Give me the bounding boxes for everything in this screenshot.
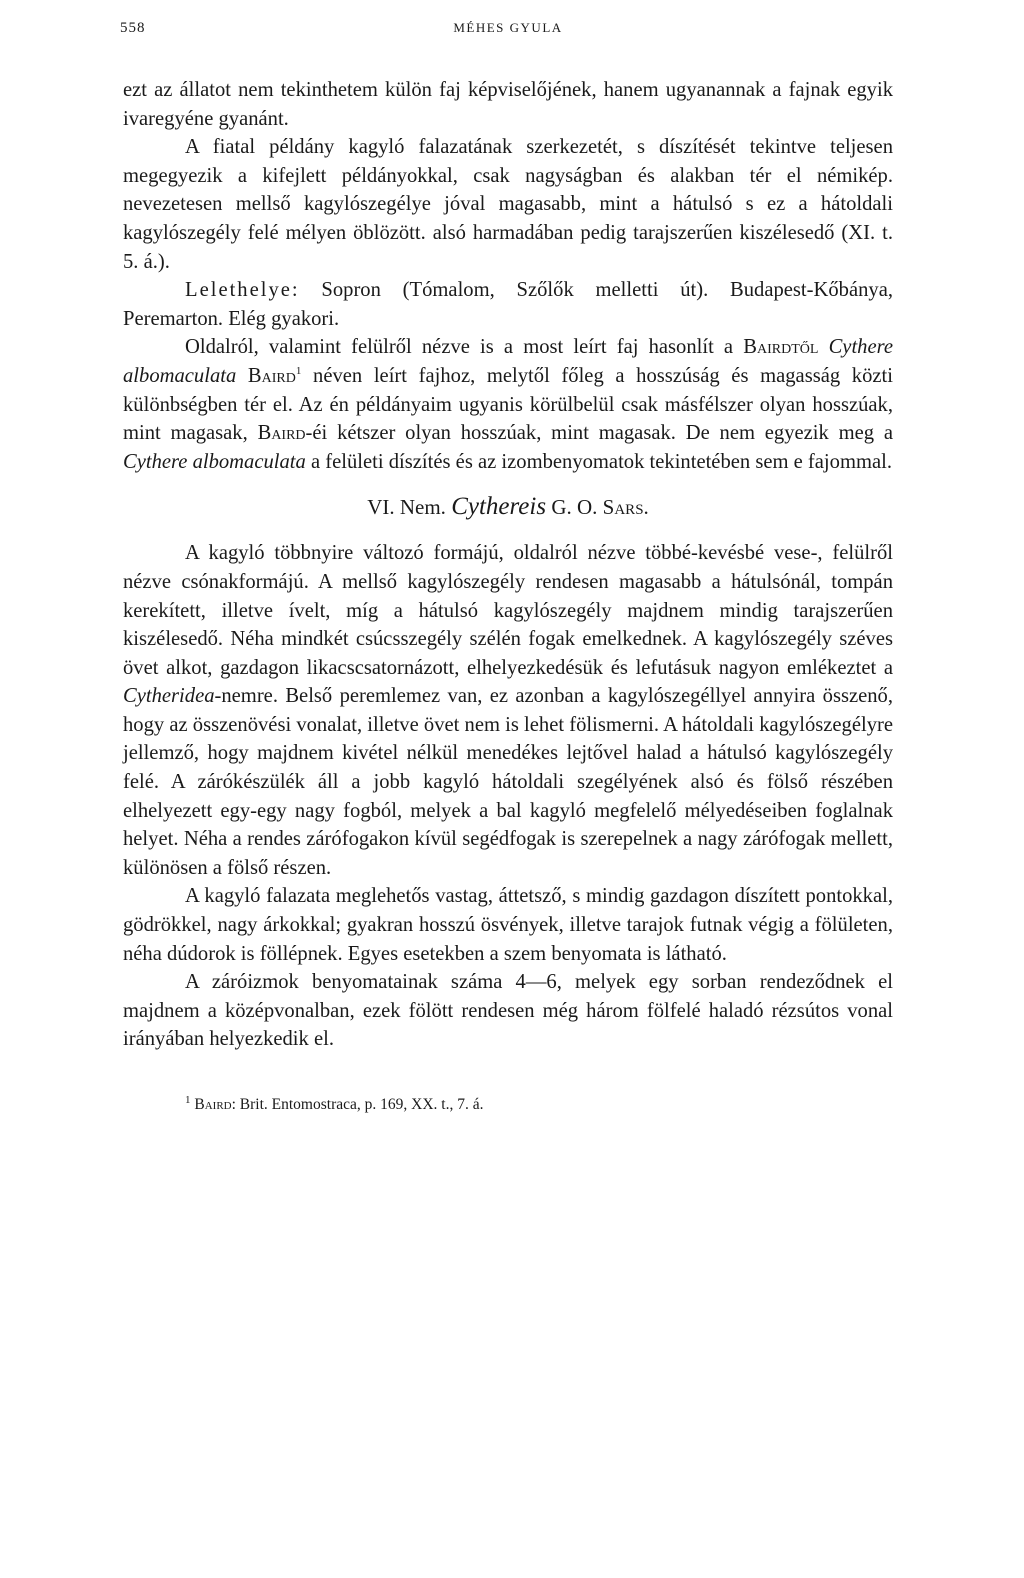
author-initials: G. O. bbox=[551, 495, 598, 520]
paragraph-shell-wall: A kagyló falazata meglehetős vastag, áttetsző, s mindig gazdagon díszített pontokkal, gödrökkel, nagy árkokkal; gyakran hosszú ösvények, illetve tarajok futnak végig a fölületen, néha dúdorok is föllépnek. Egyes esetekben a szem benyomata is látható. bbox=[123, 885, 893, 965]
body-text bbox=[123, 76, 893, 1054]
comparison-text-b: néven leírt fajhoz, melytől főleg a hosszúság és magasság közti különbségben tér el. Az én példányaim ugyanis körülbelül csak másfélszer olyan hosszúak, mint magasak, bbox=[123, 364, 893, 445]
paragraph-continuation: ezt az állatot nem tekinthetem külön faj képviselőjének, hanem ugyanannak a fajnak egyik ivaregyéne gyanánt. bbox=[123, 79, 893, 130]
running-head bbox=[120, 20, 893, 44]
footnote-reference: 1 bbox=[295, 365, 302, 378]
locality-text: Sopron (Tómalom, Szőlők melletti út). Budapest-Kőbánya, Peremarton. Elég gyakori. bbox=[123, 279, 893, 330]
species-name: Cythere albomaculata bbox=[123, 336, 893, 387]
section-prefix: VI. Nem. bbox=[367, 495, 446, 520]
genus-reference: Cytheridea bbox=[123, 685, 215, 708]
author-name: Sars. bbox=[602, 495, 649, 520]
footnote-author: Baird bbox=[194, 1096, 232, 1113]
paragraph-young-specimen: A fiatal példány kagyló falazatának szerkezetét, s díszítését tekintve teljesen megegyezik a kifejlett példányokkal, csak nagyságban és alakban tér el némikép. nevezetesen mellső kagylószegélye jóval magasabb, mint a hátulsó s ez a hátoldali kagylószegély felé mélyen öblözött. alsó harmadában pedig tarajszerűen kiszélesedő (XI. t. 5. á.). bbox=[123, 136, 893, 273]
shell-form-text-b: -nemre. Belső peremlemez van, ez azonban a kagylószegéllyel annyira összenő, hogy az összenövési vonalat, illetve övet nem is lehet fölismerni. A hátoldali kagylószegélyre jellemző, hogy majdnem kivétel nélkül menedékes lejtővel halad a hátulsó kagylószegély felé. A zárókészülék áll a jobb kagyló hátoldali szegélyének alsó és fölső részében elhelyezett egy-egy nagy fogból, melyek a bal kagyló megfelelő mélyedéseiben foglalnak helyet. Néha a rendes zárófogakon kívül segédfogak is szerepelnek a nagy zárófogak mellett, különösen a fölső részen. bbox=[123, 685, 893, 879]
comparison-text-a: Oldalról, valamint felülről nézve is a most leírt faj hasonlít a bbox=[185, 336, 734, 359]
paragraph-locality bbox=[123, 276, 893, 333]
comparison-text-c: -éi kétszer olyan hosszúak, mint magasak. De nem egyezik meg a bbox=[305, 422, 894, 445]
section-heading bbox=[123, 492, 893, 522]
author-reference: Bairdtől bbox=[743, 336, 819, 359]
paragraph-shell-form bbox=[123, 539, 893, 882]
shell-form-text-a: A kagyló többnyire változó formájú, oldalról nézve többé-kevésbé vese-, felülről nézve csónakformájú. A mellső kagylószegély rendesen magasabb a hátulsónál, tompán kerekített, illetve ívelt, míg a hátulsó kagylószegély majdnem mindig tarajszerűen kiszélesedő. Néha mindkét csúcsszegély szélén fogak emelkednek. A kagylószegély széves övet alkot, gazdagon likacscsatornázott, elhelyezkedésük és lefutásuk nagyon emlékeztet a bbox=[123, 542, 893, 679]
running-title: MÉHES GYULA bbox=[453, 20, 563, 35]
footnote bbox=[185, 1094, 893, 1116]
footnote-marker: 1 bbox=[185, 1093, 191, 1106]
comparison-text-d: a felületi díszítés és az izombenyomatok tekintetében sem e fajommal. bbox=[311, 450, 892, 473]
page-number: 558 bbox=[120, 20, 146, 36]
locality-label: Lelethelye: bbox=[185, 279, 300, 302]
author-reference: Baird bbox=[257, 422, 306, 445]
paragraph-comparison bbox=[123, 333, 893, 476]
author-reference: Baird bbox=[247, 364, 296, 387]
genus-name: Cythereis bbox=[451, 493, 547, 521]
species-name: Cythere albomaculata bbox=[123, 450, 306, 473]
document-page bbox=[120, 20, 894, 1116]
paragraph-muscle-scars: A záróizmok benyomatainak száma 4—6, melyek egy sorban rendeződnek el majdnem a középvonalban, ezek fölött rendesen még három fölfelé haladó rézsútos vonal irányában helyezkedik el. bbox=[123, 971, 893, 1051]
footnote-text: : Brit. Entomostraca, p. 169, XX. t., 7. á. bbox=[231, 1096, 484, 1113]
